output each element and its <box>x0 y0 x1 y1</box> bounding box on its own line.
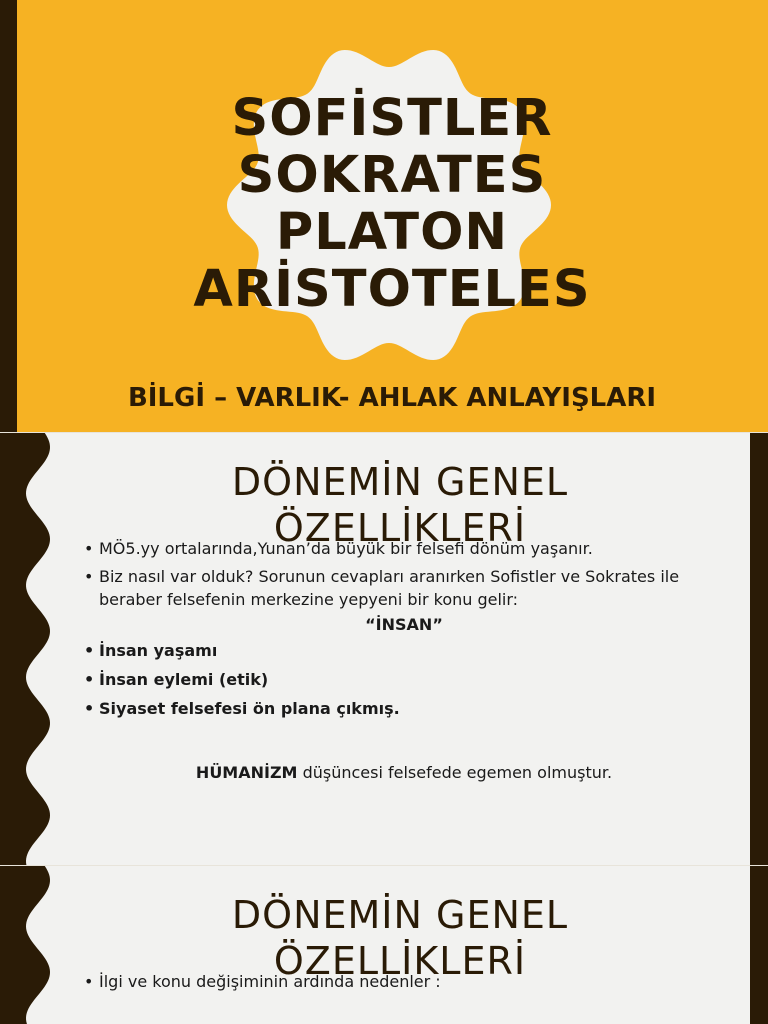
bullet-text: İnsan eylemi (etik) <box>99 670 269 689</box>
list-item <box>84 970 724 993</box>
heading-line-2: ÖZELLİKLERİ <box>273 939 527 983</box>
title-slide <box>0 0 768 432</box>
bullet-text: MÖ5.yy ortalarında,Yunan’da büyük bir felsefi dönüm yaşanır. <box>99 539 593 558</box>
features-slide <box>0 433 768 865</box>
slide-title <box>150 90 634 318</box>
centered-emphasis: “İNSAN” <box>365 615 443 634</box>
bullet-text: Biz nasıl var olduk? Sorunun cevapları aranırken Sofistler ve Sokrates ile beraber felsefenin merkezine yepyeni bir konu gelir: <box>99 567 680 609</box>
humanism-keyword: HÜMANİZM <box>195 763 298 782</box>
bullet-text: Siyaset felsefesi ön plana çıkmış. <box>99 699 400 718</box>
bullet-text: İlgi ve konu değişiminin ardında nedenler : <box>99 972 441 991</box>
title-line-platon: PLATON <box>275 203 509 262</box>
left-accent-bar <box>0 0 17 432</box>
title-line-sokrates: SOKRATES <box>237 146 547 205</box>
title-line-sofistler: SOFİSTLER <box>231 89 553 148</box>
heading-line-1: DÖNEMİN GENEL <box>231 893 569 937</box>
list-item <box>84 537 724 560</box>
humanism-rest: düşüncesi felsefede egemen olmuştur. <box>297 763 613 782</box>
heading-line-1: DÖNEMİN GENEL <box>231 460 569 504</box>
bullet-dot-icon: • <box>84 972 94 991</box>
bullet-list <box>84 970 724 993</box>
heading-line-2: ÖZELLİKLERİ <box>273 506 527 550</box>
bullet-dot-icon: • <box>84 670 95 689</box>
left-wave-border <box>0 866 56 1024</box>
bullet-list <box>84 537 724 726</box>
features-slide-2 <box>0 866 768 1024</box>
slide-subtitle: BİLGİ – VARLIK- AHLAK ANLAYIŞLARI <box>127 383 657 413</box>
list-item <box>84 697 724 720</box>
title-line-aristoteles: ARİSTOTELES <box>193 260 591 319</box>
left-wave-border <box>0 433 56 865</box>
bullet-dot-icon: • <box>84 567 94 586</box>
bullet-dot-icon: • <box>84 699 95 718</box>
bullet-text: İnsan yaşamı <box>99 641 218 660</box>
right-accent-bar <box>750 433 768 865</box>
humanism-statement <box>84 761 724 785</box>
bullet-dot-icon: • <box>84 539 94 558</box>
list-item <box>84 668 724 691</box>
list-item <box>84 639 724 662</box>
bullet-dot-icon: • <box>84 641 95 660</box>
list-item <box>84 565 724 611</box>
right-accent-bar <box>750 866 768 1024</box>
